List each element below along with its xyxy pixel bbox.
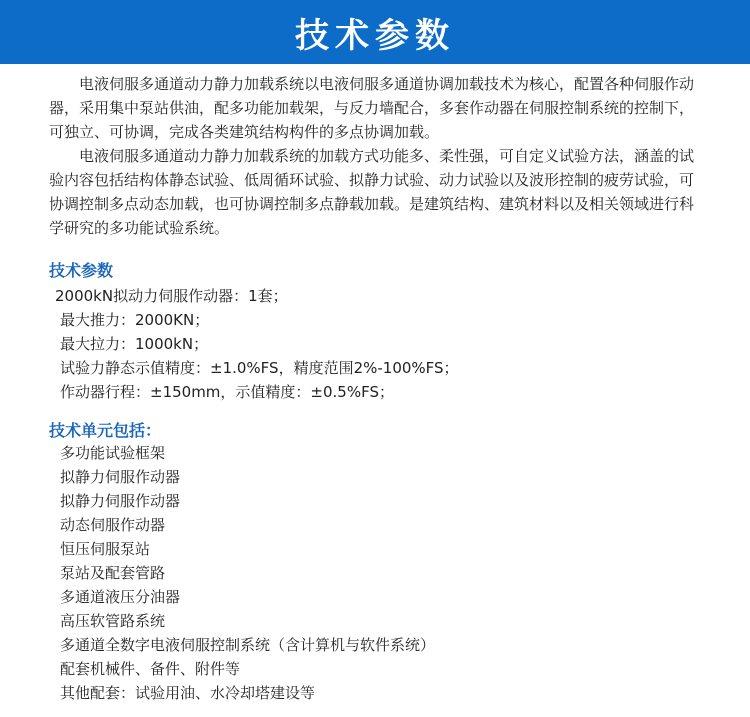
- unit-item: 拟静力伺服作动器: [60, 468, 181, 486]
- specs-heading: 技术参数: [49, 261, 114, 280]
- unit-item: 动态伺服作动器: [60, 516, 166, 534]
- spec-item: 最大推力：2000KN；: [60, 311, 210, 329]
- units-list: [55, 441, 435, 705]
- unit-item: 多通道液压分油器: [60, 588, 181, 606]
- spec-item: 2000kN拟动力伺服作动器：1套；: [55, 287, 288, 305]
- intro-paragraph-2: 电液伺服多通道动力静力加载系统的加载方式功能多、柔性强，可自定义试验方法，涵盖的试验内容包括结构体静态试验、低周循环试验、拟静力试验、动力试验以及波形控制的疲劳试验，可协调控制多点动态加载，也可协调控制多点静载加载。是建筑结构、建筑材料以及相关领域进行科学研究的多功能试验系统。: [49, 147, 695, 237]
- unit-item: 拟静力伺服作动器: [60, 492, 181, 510]
- unit-item: 泵站及配套管路: [60, 564, 166, 582]
- units-heading: 技术单元包括：: [49, 421, 162, 440]
- intro-paragraph-1: 电液伺服多通道动力静力加载系统以电液伺服多通道协调加载技术为核心，配置各种伺服作动器，采用集中泵站供油，配多功能加载架，与反力墙配合，多套作动器在伺服控制系统的控制下，可独立、可协调，完成各类建筑结构构件的多点协调加载。: [49, 75, 695, 141]
- unit-item: 多通道全数字电液伺服控制系统（含计算机与软件系统）: [60, 636, 436, 654]
- spec-item: 作动器行程：±150mm，示值精度：±0.5%FS；: [60, 383, 394, 401]
- title-banner: [0, 0, 750, 64]
- unit-item: 其他配套：试验用油、水冷却塔建设等: [60, 684, 316, 702]
- unit-item: 恒压伺服泵站: [60, 540, 151, 558]
- unit-item: 高压软管路系统: [60, 612, 166, 630]
- unit-item: 配套机械件、备件、附件等: [60, 660, 241, 678]
- spec-item: 试验力静态示值精度：±1.0%FS，精度范围2%-100%FS；: [60, 359, 459, 377]
- unit-item: 多功能试验框架: [60, 444, 166, 462]
- specs-list: [55, 284, 459, 404]
- page-title: 技术参数: [295, 15, 455, 56]
- spec-item: 最大拉力：1000kN；: [60, 335, 209, 353]
